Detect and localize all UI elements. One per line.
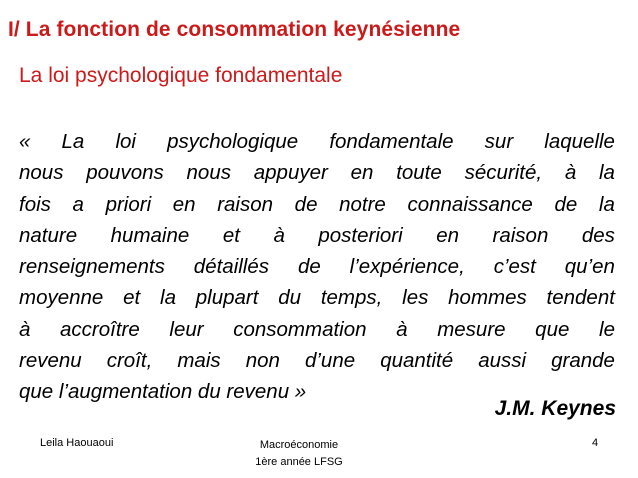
quote-line-last: que l’augmentation du revenu » (19, 380, 307, 404)
quote-word: accroître (60, 317, 140, 341)
quote-word: a (72, 192, 84, 216)
quote-word: non (245, 349, 280, 373)
page-number: 4 (592, 437, 599, 449)
quote-word: La (61, 130, 85, 153)
quote-word: mais (177, 349, 221, 373)
quote-line (19, 220, 615, 251)
quote-word: fondamentale (329, 130, 454, 153)
quote-word: consommation (233, 317, 367, 341)
quote-word: de (297, 255, 321, 279)
quote-author: J.M. Keynes (494, 397, 616, 420)
quote-word: la (160, 286, 176, 310)
quote-word: loi (115, 130, 136, 153)
quote-line (19, 157, 615, 188)
quote-line (19, 282, 615, 313)
quote-word: d’une (304, 349, 356, 373)
quote-word: qu’en (564, 255, 615, 279)
quote-word: de (294, 192, 318, 216)
quote-word: plupart (195, 286, 259, 310)
quote-word: à (273, 223, 285, 247)
footer-course-level: 1ère année LFSG (255, 456, 343, 468)
quote-word: à (564, 161, 577, 185)
footer-course (234, 437, 364, 471)
quote-word: détaillés (193, 255, 270, 279)
quote-word: et (123, 286, 141, 310)
quote-line (19, 251, 615, 282)
quote-word: des (581, 223, 615, 247)
quote-word: humaine (110, 223, 190, 247)
quote-word: et (222, 223, 240, 247)
quote-word: revenu (19, 349, 82, 373)
quote-word: pouvons (86, 161, 164, 185)
quote-word: de (554, 192, 578, 216)
quote-word: priori (105, 192, 152, 216)
quote-word: connaissance (407, 192, 533, 216)
quote-line (19, 189, 615, 220)
footer-course-title: Macroéconomie (259, 439, 339, 451)
quote-word: raison (492, 223, 549, 247)
slide-subtitle: La loi psychologique fondamentale (19, 64, 343, 87)
quote-word: quantité (380, 349, 454, 373)
quote-word: hommes (448, 286, 527, 310)
quote-word: grande (551, 349, 615, 373)
footer-author: Leila Haouaoui (40, 437, 114, 449)
quote-word: le (599, 317, 615, 341)
quote-word: croît, (106, 349, 153, 373)
quote-word: en (436, 223, 459, 247)
quote-word: sur (484, 130, 514, 153)
quote-word: que (535, 317, 570, 341)
quote-word: la (598, 161, 615, 185)
quote-word: raison (217, 192, 274, 216)
quote-word: leur (169, 317, 204, 341)
quote-word: laquelle (544, 130, 615, 153)
quote-word: aussi (478, 349, 527, 373)
quote-word: psychologique (167, 130, 299, 153)
quote-word: la (598, 192, 615, 216)
quote-line (19, 126, 615, 157)
quote-word: nous (19, 161, 64, 185)
quote-word: à (19, 317, 31, 341)
quote-line (19, 314, 615, 345)
quote-word: appuyer (253, 161, 328, 185)
slide-title: I/ La fonction de consommation keynésienne (8, 18, 461, 41)
quote-word: c’est (493, 255, 536, 279)
quote-word: temps, (320, 286, 383, 310)
quote-line (19, 345, 615, 376)
quote-word: moyenne (19, 286, 104, 310)
quote-word: notre (339, 192, 386, 216)
quote-word: les (402, 286, 429, 310)
quote-word: nature (19, 223, 78, 247)
quote-word: en (350, 161, 374, 185)
quote-word: tendent (546, 286, 615, 310)
quote-word: à (396, 317, 408, 341)
quote-word: mesure (437, 317, 506, 341)
quote-word: nous (186, 161, 231, 185)
quote-word: fois (19, 192, 51, 216)
quote-word: l’expérience, (349, 255, 465, 279)
quote-word: en (172, 192, 196, 216)
quote-word: renseignements (19, 255, 165, 279)
quote-word: du (278, 286, 302, 310)
quote-word: toute (396, 161, 442, 185)
quote-word: posteriori (318, 223, 403, 247)
quote-block (19, 126, 615, 408)
quote-word: « (19, 130, 31, 153)
quote-word: sécurité, (464, 161, 543, 185)
